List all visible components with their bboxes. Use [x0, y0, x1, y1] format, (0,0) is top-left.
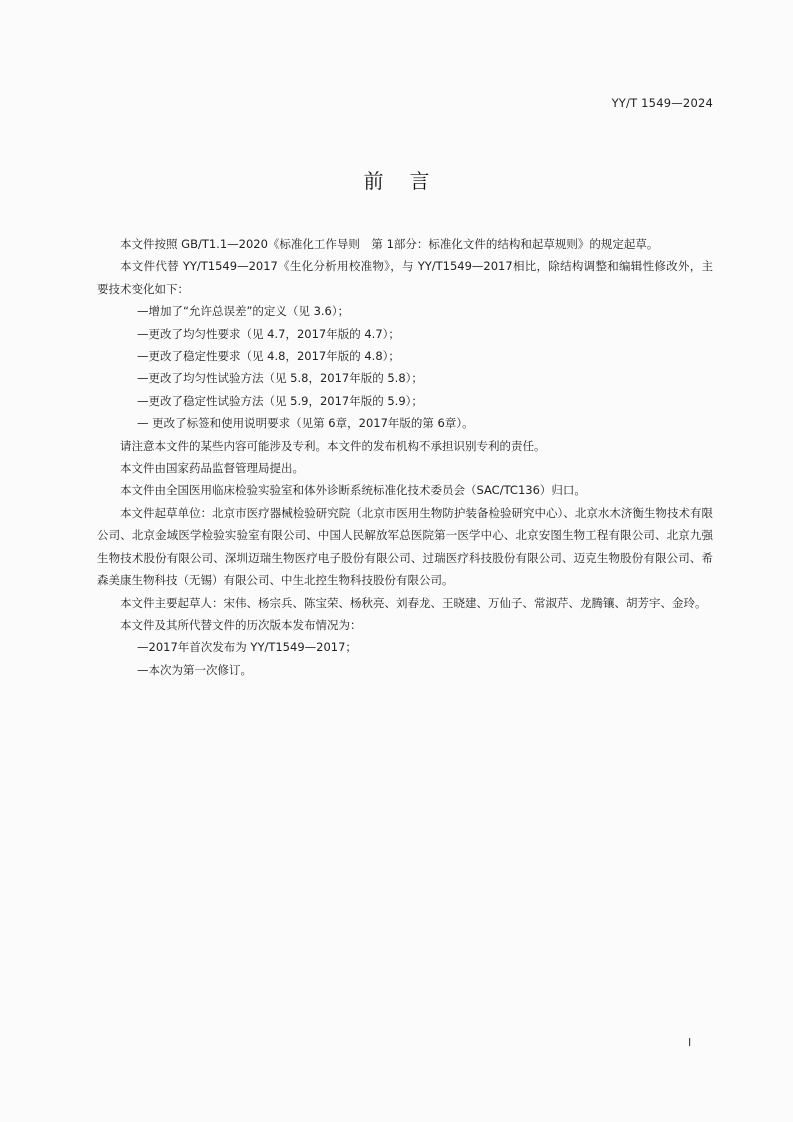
paragraph-version-history: 本文件及其所代替文件的历次版本发布情况为： — [120, 617, 362, 632]
list-item: —2017年首次发布为 YY/T1549—2017； — [137, 640, 357, 655]
paragraph-drafting-units: 本文件起草单位：北京市医疗器械检验研究院（北京市医用生物防护装备检验研究中心）、北京水木济衡生物技术有限公司、北京金域医学检验实验室有限公司、中国人民解放军总医院第一医学中心、北京安图生物工程有限公司、北京九强生物技术股份有限公司、深圳迈瑞生物医疗电子股份有限公司、过瑞医疗科技股份有限公司、迈克生物股份有限公司、希森美康生物科技（无锡）有限公司、中生北控生物科技股份有限公司。 — [97, 505, 713, 588]
list-item: —更改了均匀性要求（见 4.7，2017年版的 4.7）； — [137, 326, 400, 341]
version-history-list — [97, 636, 713, 681]
list-item: —增加了“允许总误差”的定义（见 3.6）； — [137, 304, 350, 319]
list-item: —更改了均匀性试验方法（见 5.8，2017年版的 5.8）； — [137, 371, 423, 386]
paragraph-proposer: 本文件由国家药品监督管理局提出。 — [120, 461, 304, 476]
list-item: —更改了稳定性试验方法（见 5.9，2017年版的 5.9）； — [137, 393, 423, 408]
paragraph-drafting-basis: 本文件按照 GB/T1.1—2020《标准化工作导则 第 1部分：标准化文件的结构和起草规则》的规定起草。 — [120, 237, 659, 251]
technical-changes-list — [97, 300, 713, 434]
page-title: 前言 — [363, 169, 456, 193]
paragraph-replacement: 本文件代替 YY/T1549—2017《生化分析用校准物》，与 YY/T1549—2017相比，除结构调整和编辑性修改外，主要技术变化如下： — [97, 259, 713, 296]
paragraph-patent-notice: 请注意本文件的某些内容可能涉及专利。本文件的发布机构不承担识别专利的责任。 — [120, 438, 546, 453]
paragraph-committee: 本文件由全国医用临床检验实验室和体外诊断系统标准化技术委员会（SAC/TC136）归口。 — [120, 483, 586, 498]
page-number: I — [688, 1036, 692, 1049]
list-item: — 更改了标签和使用说明要求（见第 6章，2017年版的第 6章）。 — [137, 416, 474, 431]
list-item: —更改了稳定性要求（见 4.8，2017年版的 4.8）； — [137, 349, 400, 364]
list-item: —本次为第一次修订。 — [137, 662, 252, 677]
standard-number: YY/T 1549—2024 — [611, 96, 713, 110]
foreword-body — [97, 233, 713, 681]
paragraph-drafters: 本文件主要起草人：宋伟、杨宗兵、陈宝荣、杨秋亮、刘春龙、王晓建、万仙子、常淑芹、龙腾镶、胡芳宇、金玲。 — [120, 595, 707, 610]
